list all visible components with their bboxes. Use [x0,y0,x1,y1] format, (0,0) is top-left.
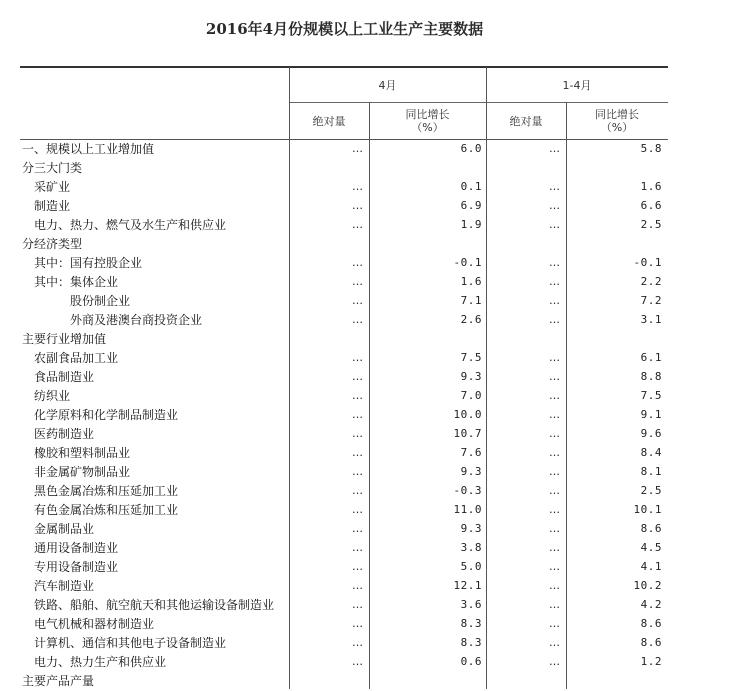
row-label: 计算机、通信和其他电子设备制造业 [34,636,227,650]
table-row [0,501,739,520]
header-yoy-label: 同比增长 [595,108,639,121]
cell-abs-cumulative: … [549,636,559,649]
table-row [0,444,739,463]
table-row [0,425,739,444]
cell-yoy-cumulative: 5.8 [640,142,662,155]
cell-yoy-cumulative: 6.1 [640,351,662,364]
cell-abs-month: … [352,313,362,326]
row-label: 外商及港澳台商投资企业 [70,313,203,327]
cell-abs-month: … [352,180,362,193]
table-row [0,672,739,691]
table-row [0,577,739,596]
cell-abs-cumulative: … [549,313,559,326]
cell-abs-cumulative: … [549,275,559,288]
cell-abs-month: … [352,598,362,611]
cell-abs-month: … [352,218,362,231]
cell-abs-month: … [352,142,362,155]
cell-yoy-month: 0.6 [460,655,482,668]
cell-abs-cumulative: … [549,180,559,193]
cell-yoy-cumulative: 8.1 [640,465,662,478]
table-top-rule [20,66,668,68]
cell-abs-cumulative: … [549,503,559,516]
cell-yoy-month: 7.6 [460,446,482,459]
table-row [0,349,739,368]
cell-abs-cumulative: … [549,256,559,269]
cell-yoy-cumulative: 1.6 [640,180,662,193]
cell-abs-cumulative: … [549,408,559,421]
row-label: 主要产品产量 [22,674,95,688]
cell-yoy-cumulative: 8.6 [640,522,662,535]
cell-abs-cumulative: … [549,370,559,383]
cell-abs-month: … [352,199,362,212]
row-label: 电力、热力生产和供应业 [34,655,167,669]
row-label: 股份制企业 [70,294,131,308]
row-label: 农副食品加工业 [34,351,119,365]
cell-yoy-month: 10.0 [453,408,482,421]
row-label: 分三大门类 [22,161,83,175]
header-abs-cumulative: 绝对量 [509,115,543,128]
page-title: 2016年4月份规模以上工业生产主要数据 [205,20,484,38]
cell-yoy-cumulative: 8.6 [640,636,662,649]
cell-yoy-cumulative: 10.1 [633,503,662,516]
row-label: 金属制品业 [34,522,95,536]
cell-yoy-cumulative: 6.6 [640,199,662,212]
table-row [0,539,739,558]
cell-yoy-month: 2.6 [460,313,482,326]
table-row [0,653,739,672]
cell-abs-month: … [352,408,362,421]
cell-abs-cumulative: … [549,465,559,478]
table-row [0,406,739,425]
cell-yoy-month: 8.3 [460,636,482,649]
cell-abs-cumulative: … [549,351,559,364]
cell-yoy-month: 7.0 [460,389,482,402]
cell-abs-cumulative: … [549,427,559,440]
cell-abs-cumulative: … [549,655,559,668]
cell-yoy-cumulative: 7.5 [640,389,662,402]
cell-abs-cumulative: … [549,522,559,535]
cell-abs-month: … [352,256,362,269]
cell-abs-month: … [352,560,362,573]
cell-yoy-month: -0.1 [453,256,482,269]
cell-yoy-cumulative: 4.2 [640,598,662,611]
table-row [0,140,739,159]
cell-yoy-cumulative: -0.1 [633,256,662,269]
cell-abs-cumulative: … [549,294,559,307]
table-row [0,463,739,482]
cell-yoy-cumulative: 4.5 [640,541,662,554]
cell-yoy-cumulative: 8.6 [640,617,662,630]
cell-abs-month: … [352,427,362,440]
row-label: 其中：集体企业 [34,275,119,289]
header-abs-month: 绝对量 [312,115,346,128]
cell-yoy-month: 11.0 [453,503,482,516]
cell-abs-cumulative: … [549,541,559,554]
row-label: 化学原料和化学制品制造业 [34,408,179,422]
table-row [0,596,739,615]
cell-abs-cumulative: … [549,560,559,573]
cell-abs-month: … [352,541,362,554]
table-row [0,292,739,311]
table-row [0,311,739,330]
cell-abs-month: … [352,655,362,668]
cell-abs-month: … [352,617,362,630]
row-label: 橡胶和塑料制品业 [34,446,131,460]
table-row [0,615,739,634]
cell-abs-cumulative: … [549,617,559,630]
table-row [0,273,739,292]
cell-yoy-month: 9.3 [460,522,482,535]
cell-abs-month: … [352,351,362,364]
row-label: 纺织业 [34,389,71,403]
header-yoy-cumulative [566,108,668,134]
cell-yoy-month: 3.6 [460,598,482,611]
cell-yoy-cumulative: 7.2 [640,294,662,307]
header-unit-label: （%） [411,121,444,134]
cell-yoy-month: 9.3 [460,370,482,383]
cell-yoy-month: 1.6 [460,275,482,288]
cell-yoy-cumulative: 8.8 [640,370,662,383]
table-row [0,197,739,216]
row-label: 一、规模以上工业增加值 [22,142,155,156]
row-label: 采矿业 [34,180,71,194]
cell-yoy-month: 8.3 [460,617,482,630]
cell-yoy-month: 7.5 [460,351,482,364]
cell-abs-cumulative: … [549,199,559,212]
table-row [0,634,739,653]
header-period-month: 4月 [378,79,397,92]
cell-abs-cumulative: … [549,218,559,231]
cell-yoy-cumulative: 1.2 [640,655,662,668]
cell-yoy-cumulative: 2.2 [640,275,662,288]
cell-abs-month: … [352,503,362,516]
row-label: 通用设备制造业 [34,541,119,555]
cell-abs-month: … [352,465,362,478]
row-label: 医药制造业 [34,427,95,441]
cell-abs-cumulative: … [549,598,559,611]
cell-abs-month: … [352,370,362,383]
table-row [0,482,739,501]
row-label: 分经济类型 [22,237,83,251]
cell-abs-month: … [352,275,362,288]
cell-yoy-cumulative: 2.5 [640,484,662,497]
cell-abs-month: … [352,294,362,307]
cell-abs-month: … [352,636,362,649]
cell-yoy-month: 12.1 [453,579,482,592]
cell-yoy-cumulative: 4.1 [640,560,662,573]
table-row [0,216,739,235]
cell-yoy-cumulative: 10.2 [633,579,662,592]
table-row [0,178,739,197]
row-label: 专用设备制造业 [34,560,119,574]
cell-abs-month: … [352,484,362,497]
cell-yoy-cumulative: 9.1 [640,408,662,421]
row-label: 电气机械和器材制造业 [34,617,155,631]
table-row [0,159,739,178]
table-row [0,368,739,387]
cell-yoy-cumulative: 8.4 [640,446,662,459]
table-row [0,330,739,349]
header-yoy-month [369,108,486,134]
cell-abs-month: … [352,389,362,402]
cell-yoy-month: 9.3 [460,465,482,478]
header-unit-label: （%） [600,121,634,134]
cell-yoy-month: 6.0 [460,142,482,155]
cell-yoy-month: 3.8 [460,541,482,554]
row-label: 铁路、船舶、航空航天和其他运输设备制造业 [34,598,275,612]
table-row [0,235,739,254]
table-row [0,558,739,577]
row-label: 非金属矿物制品业 [34,465,131,479]
cell-yoy-cumulative: 2.5 [640,218,662,231]
row-label: 主要行业增加值 [22,332,107,346]
header-period-cumulative: 1-4月 [562,79,592,92]
cell-abs-month: … [352,579,362,592]
cell-abs-cumulative: … [549,446,559,459]
cell-abs-cumulative: … [549,389,559,402]
row-label: 有色金属冶炼和压延加工业 [34,503,179,517]
cell-abs-cumulative: … [549,484,559,497]
cell-yoy-month: 6.9 [460,199,482,212]
row-label: 电力、热力、燃气及水生产和供应业 [34,218,227,232]
table-row [0,520,739,539]
cell-yoy-cumulative: 9.6 [640,427,662,440]
cell-yoy-month: 5.0 [460,560,482,573]
row-label: 制造业 [34,199,71,213]
cell-yoy-month: -0.3 [453,484,482,497]
cell-yoy-month: 1.9 [460,218,482,231]
cell-abs-cumulative: … [549,142,559,155]
cell-yoy-month: 10.7 [453,427,482,440]
table-row [0,254,739,273]
row-label: 黑色金属冶炼和压延加工业 [34,484,179,498]
cell-yoy-month: 7.1 [460,294,482,307]
cell-abs-month: … [352,446,362,459]
table-row [0,387,739,406]
cell-yoy-cumulative: 3.1 [640,313,662,326]
cell-abs-month: … [352,522,362,535]
header-divider-period [289,102,668,103]
cell-yoy-month: 0.1 [460,180,482,193]
header-yoy-label: 同比增长 [405,108,450,121]
row-label: 其中：国有控股企业 [34,256,143,270]
cell-abs-cumulative: … [549,579,559,592]
row-label: 汽车制造业 [34,579,95,593]
row-label: 食品制造业 [34,370,95,384]
